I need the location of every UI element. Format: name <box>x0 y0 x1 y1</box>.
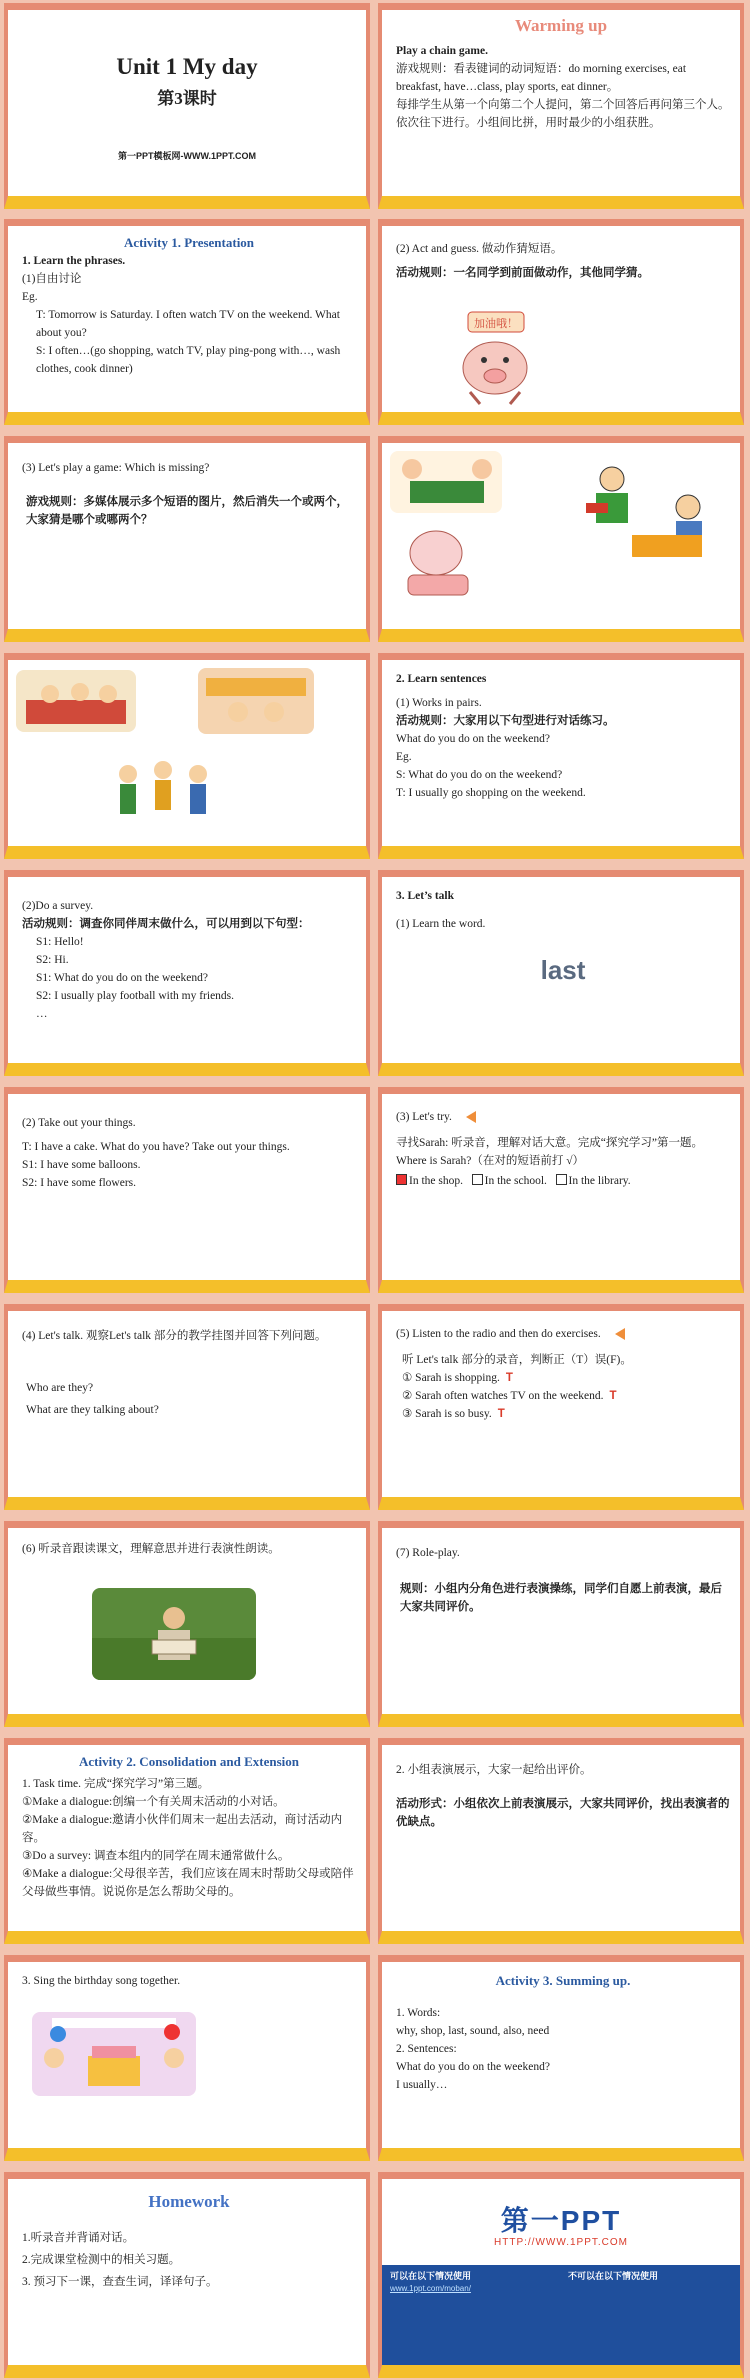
slide-activity-3 <box>378 1955 744 2161</box>
slide-cover <box>4 3 370 209</box>
slide-group-performance <box>378 1738 744 1944</box>
question-line: ② Sarah often watches TV on the weekend. <box>402 1390 604 1402</box>
activity-rules: 活动规则：大家用以下句型进行对话练习。 <box>396 715 615 727</box>
task-item: ④Make a dialogue:父母很辛苦，我们应该在周末时帮助父母或陪伴父母做些事情。说说你是怎么帮助父母的。 <box>22 1868 354 1898</box>
text-line: S2: I usually play football with my friends. <box>36 990 235 1002</box>
birthday-party-image <box>32 2012 196 2096</box>
game-description: 每排学生从第一个向第二个人提问，第二个回答后再问第三个人。依次往下进行。小组间比拼，用时最少的小组获胜。 <box>396 99 730 129</box>
unit-title: Unit 1 My day <box>116 54 258 79</box>
slide-images-2 <box>4 653 370 859</box>
option-library: In the library. <box>568 1175 631 1187</box>
allowed-usage-heading: 可以在以下情况使用 <box>390 2271 472 2281</box>
text-line: (1) Learn the word. <box>396 918 486 930</box>
usage-info-panel <box>382 2265 740 2365</box>
text-line: (2)Do a survey. <box>22 900 94 912</box>
activity-title: Activity 1. Presentation <box>123 235 255 250</box>
text-line: S1: What do you do on the weekend? <box>36 972 208 984</box>
text-line: 3. Sing the birthday song together. <box>22 1975 181 1987</box>
text-line: S2: I have some flowers. <box>22 1177 137 1189</box>
text-line: (3) Let's try. <box>396 1111 452 1123</box>
checkbox-shop[interactable] <box>396 1174 407 1185</box>
section-heading: 1. Learn the phrases. <box>22 255 126 267</box>
pig-washing-image <box>396 523 486 603</box>
question-line: ③ Sarah is so busy. <box>402 1408 492 1420</box>
task-item: ③Do a survey: 调查本组内的同学在周末通常做什么。 <box>22 1850 290 1862</box>
activity-form: 活动形式：小组依次上前表演展示，大家共同评价，找出表演者的优缺点。 <box>396 1798 730 1828</box>
slide-observe-chart <box>4 1304 370 1510</box>
text-line: 2. 小组表演展示，大家一起给出评价。 <box>396 1764 592 1776</box>
activity-rules: 活动规则：调查你同伴周末做什么，可以用到以下句型： <box>22 918 310 930</box>
slide-take-out-things <box>4 1087 370 1293</box>
homework-item: 2.完成课堂检测中的相关习题。 <box>22 2254 181 2266</box>
option-school: In the school. <box>484 1175 547 1187</box>
answer-mark: T <box>505 1372 513 1384</box>
slide-lets-try <box>378 1087 744 1293</box>
question-line: Who are they? <box>26 1382 94 1394</box>
homework-title: Homework <box>148 2192 230 2211</box>
cartoon-pig-image <box>450 308 540 408</box>
site-credit: 第一PPT模板网-WWW.1PPT.COM <box>118 151 256 161</box>
text-line: 听 Let's talk 部分的录音，判断正（T）误(F)。 <box>402 1354 632 1366</box>
section-heading: 2. Learn sentences <box>396 673 487 685</box>
text-line: (1)自由讨论 <box>22 273 82 285</box>
text-line: S: What do you do on the weekend? <box>396 769 563 781</box>
slide-read-along <box>4 1521 370 1727</box>
text-line: T: Tomorrow is Saturday. I often watch TV on the weekend. What about you? <box>36 309 340 339</box>
sports-image <box>108 756 218 828</box>
activity-title: Activity 3. Summing up. <box>495 1973 631 1988</box>
text-line: S: I often…(go shopping, watch TV, play ping-pong with…, wash clothes, cook dinner) <box>36 345 341 375</box>
chain-game-title: Play a chain game. <box>396 45 488 57</box>
text-line: (5) Listen to the radio and then do exercises. <box>396 1328 601 1340</box>
answer-mark: T <box>497 1408 505 1420</box>
checkbox-school[interactable] <box>472 1174 483 1185</box>
words-list: why, shop, last, sound, also, need <box>396 2025 550 2037</box>
text-line: … <box>36 1008 48 1020</box>
activity-title: Activity 2. Consolidation and Extension <box>79 1754 299 1769</box>
text-line: What do you do on the weekend? <box>396 733 550 745</box>
text-line: T: I have a cake. What do you have? Take out your things. <box>22 1141 290 1153</box>
text-line: (7) Role-play. <box>396 1547 460 1559</box>
slide-homework <box>4 2172 370 2378</box>
reading-girl-photo <box>92 1588 256 1680</box>
activity-rules: 活动规则：一名同学到前面做动作，其他同学猜。 <box>396 267 649 279</box>
homework-item: 1.听录音并背诵对话。 <box>22 2232 135 2244</box>
text-line: Eg. <box>22 291 38 303</box>
forbidden-usage-heading: 不可以在以下情况使用 <box>568 2271 659 2281</box>
text-line: 1. Task time. 完成“探究学习”第三题。 <box>22 1778 210 1790</box>
text-line: (2) Take out your things. <box>22 1117 136 1129</box>
text-line: (4) Let's talk. 观察Let's talk 部分的教学挂图并回答下列问题。 <box>22 1330 327 1342</box>
text-line: Eg. <box>396 751 412 763</box>
lesson-subtitle: 第3课时 <box>157 89 217 108</box>
question-line: ① Sarah is shopping. <box>402 1372 500 1384</box>
slide-images-1 <box>378 436 744 642</box>
warming-up-header: Warming up <box>514 16 608 35</box>
text-line: 1. Words: <box>396 2007 441 2019</box>
text-line: 寻找Sarah: 听录音，理解对话大意。完成“探究学习”第一题。 <box>396 1137 703 1149</box>
sentence-line: What do you do on the weekend? <box>396 2061 550 2073</box>
brand-logo: 第一PPT <box>500 2205 622 2236</box>
slide-listen-radio <box>378 1304 744 1510</box>
text-line: S1: I have some balloons. <box>22 1159 141 1171</box>
speaker-icon[interactable] <box>466 1111 476 1123</box>
slide-activity-1 <box>4 219 370 425</box>
slide-birthday-song <box>4 1955 370 2161</box>
text-line: S2: Hi. <box>36 954 69 966</box>
homework-item: 3. 预习下一课，查查生词，译译句子。 <box>22 2276 218 2288</box>
shopping-image <box>198 668 314 734</box>
option-shop: In the shop. <box>409 1175 463 1187</box>
slide-role-play <box>378 1521 744 1727</box>
text-line: (1) Works in pairs. <box>396 697 482 709</box>
game-rules: 游戏规则：多媒体展示多个短语的图片，然后消失一个或两个，大家猜是哪个或哪两个？ <box>26 496 348 526</box>
slide-lets-talk <box>378 870 744 1076</box>
ping-pong-image <box>390 451 502 513</box>
text-line: (2) Act and guess. 做动作猜短语。 <box>396 243 563 255</box>
text-line: 2. Sentences: <box>396 2043 457 2055</box>
question-line: What are they talking about? <box>26 1404 159 1416</box>
slide-learn-sentences <box>378 653 744 859</box>
text-line: (3) Let's play a game: Which is missing? <box>22 462 210 474</box>
checkbox-library[interactable] <box>556 1174 567 1185</box>
cooking-image <box>632 493 712 563</box>
sentence-line: I usually… <box>396 2079 448 2091</box>
vocab-word: last <box>540 955 586 985</box>
text-line: Where is Sarah?（在对的短语前打 √） <box>396 1155 585 1167</box>
slide-survey <box>4 870 370 1076</box>
slide-act-and-guess <box>378 219 744 425</box>
slide-which-is-missing <box>4 436 370 642</box>
template-link[interactable]: www.1ppt.com/moban/ <box>390 2284 471 2293</box>
activity-rules: 规则：小组内分角色进行表演操练，同学们自愿上前表演，最后大家共同评价。 <box>400 1583 722 1613</box>
text-line: T: I usually go shopping on the weekend. <box>396 787 586 799</box>
family-image <box>16 670 136 732</box>
slide-warming-up <box>378 3 744 209</box>
section-heading: 3. Let’s talk <box>396 890 455 902</box>
answer-mark: T <box>609 1390 617 1402</box>
task-item: ②Make a dialogue:邀请小伙伴们周末一起出去活动，商讨活动内容。 <box>22 1814 343 1844</box>
text-line: S1: Hello! <box>36 936 84 948</box>
slide-activity-2 <box>4 1738 370 1944</box>
speaker-icon[interactable] <box>615 1328 625 1340</box>
sign-text: 加油哦！ <box>474 317 518 330</box>
slide-brand <box>378 2172 744 2378</box>
game-rules: 游戏规则：看表键词的动词短语：do morning exercises, eat breakfast, have…class, play sports, eat dinner。 <box>396 63 687 93</box>
brand-url: HTTP://WWW.1PPT.COM <box>494 2237 628 2248</box>
task-item: ①Make a dialogue:创编一个有关周末活动的小对话。 <box>22 1796 285 1808</box>
text-line: (6) 听录音跟读课文，理解意思并进行表演性朗读。 <box>22 1543 280 1555</box>
